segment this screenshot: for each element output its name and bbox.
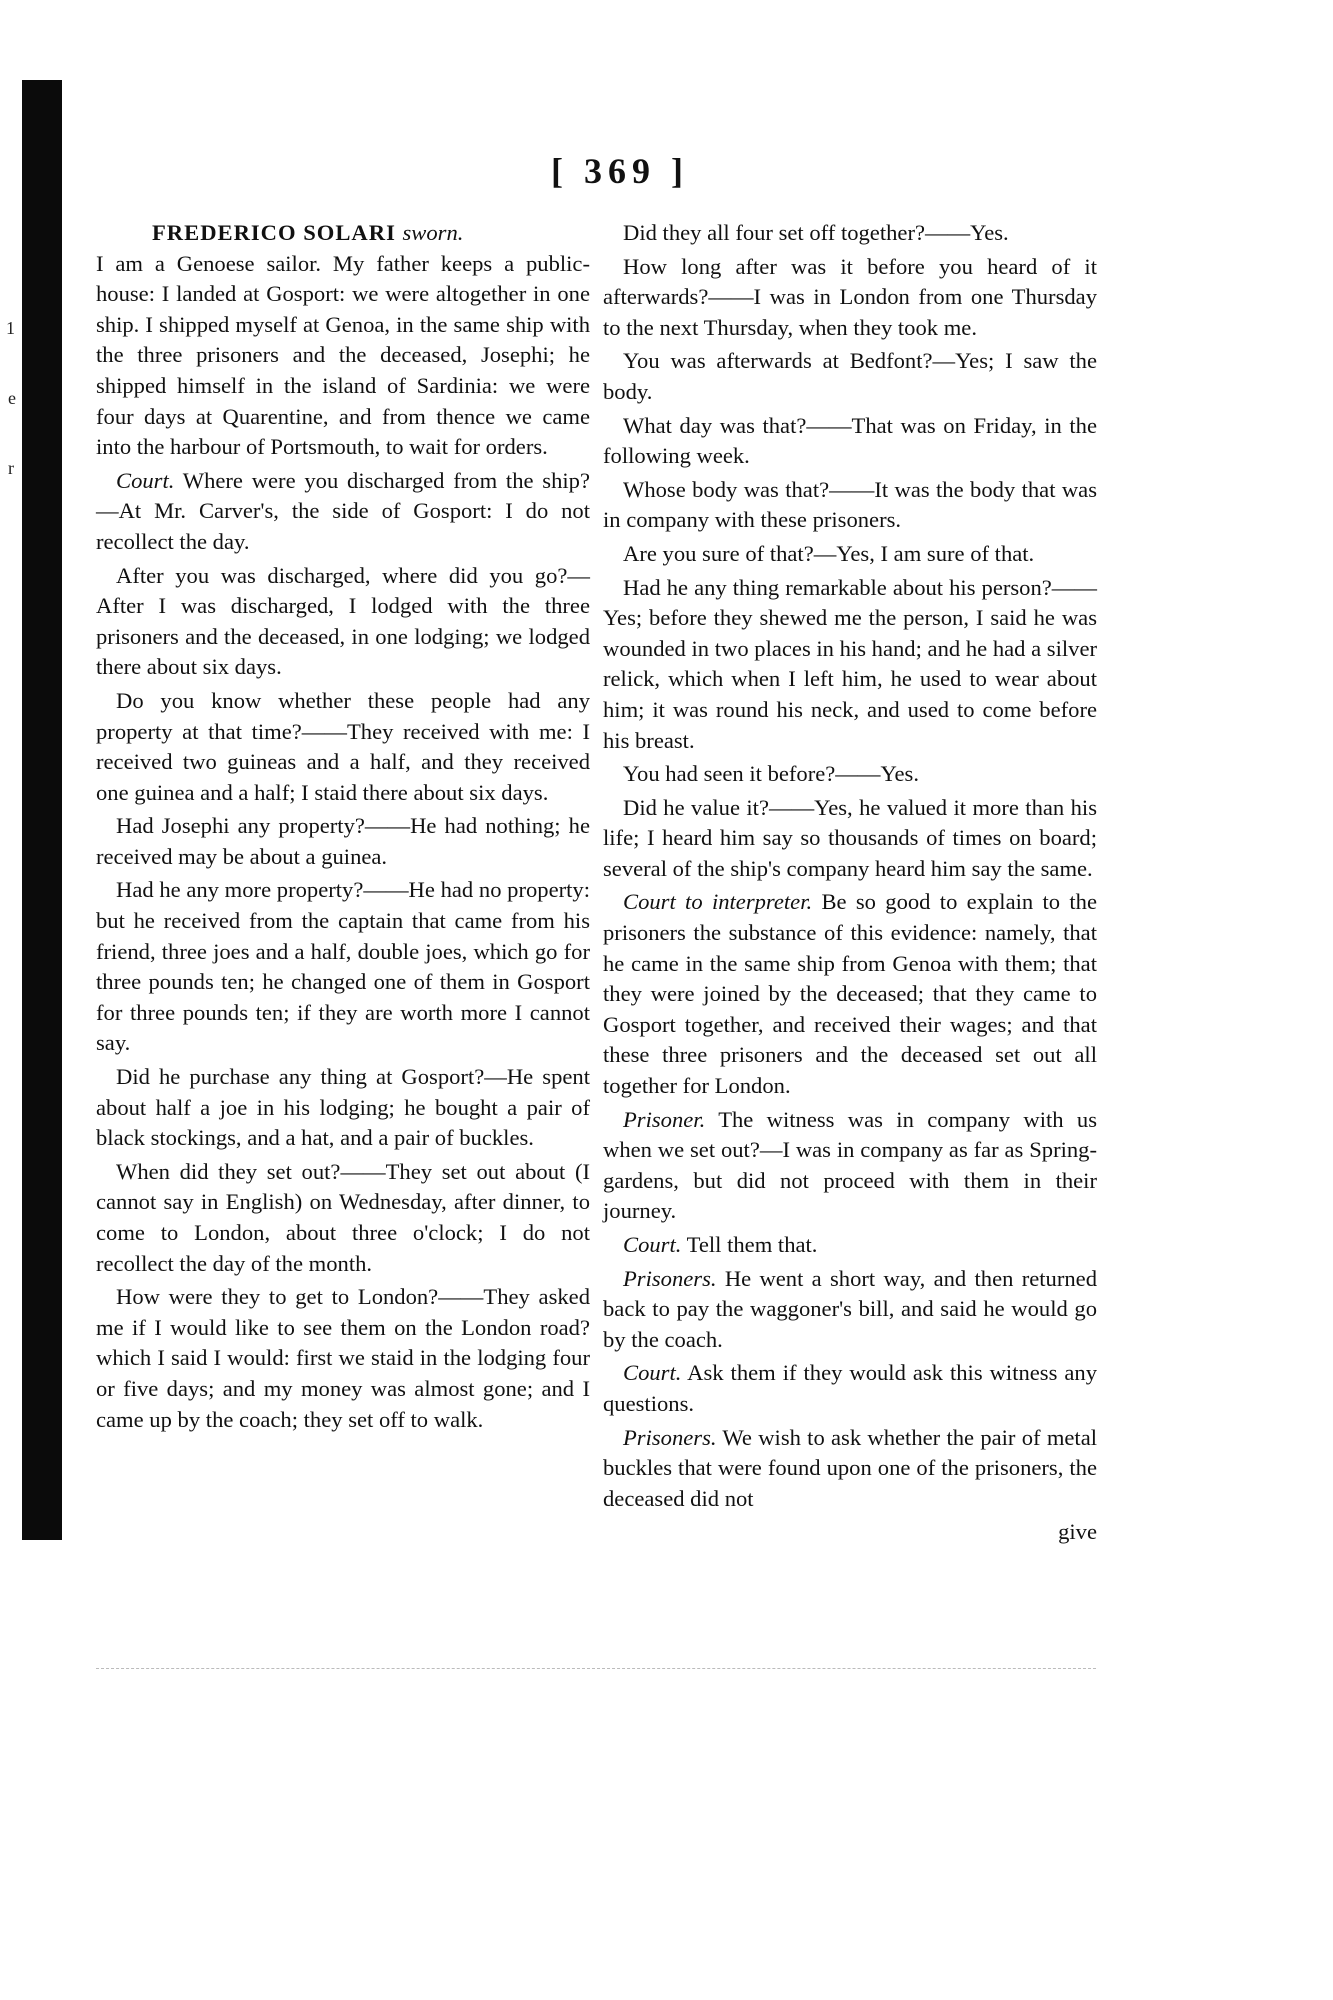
testimony-paragraph: How long after was it before you heard of it afterwards?——I was in London from one Thursday to the next Thursday, when they took me. [603,253,1097,340]
sworn-label: sworn. [402,220,464,245]
edge-mark: e [8,388,16,408]
speaker-label: Prisoners. [623,1265,717,1291]
testimony-paragraph [603,1423,1097,1515]
scan-artifact-rule [96,1668,1096,1669]
testimony-paragraph [96,466,590,558]
speaker-text: Tell them that. [686,1232,818,1257]
speaker-text: Ask them if they would ask this witness any questions. [603,1360,1097,1416]
speaker-text: The witness was in company with us when we set out?—I was in company as far as Spring-gardens, but did not proceed with them in their journey. [603,1106,1097,1224]
testimony-paragraph: When did they set out?——They set out about (I cannot say in English) on Wednesday, after dinner, to come to London, about three o'clock; I do not recollect the day of the month. [96,1158,590,1276]
testimony-paragraph: Did they all four set off together?——Yes. [623,220,1009,245]
testimony-paragraph [603,1358,1097,1419]
page-number: [ 369 ] [551,151,689,191]
testimony-paragraph: Are you sure of that?—Yes, I am sure of that. [623,540,1035,566]
testimony-paragraph: Had he any thing remarkable about his person?——Yes; before they shewed me the person, I said he was wounded in two places in his hand; and he had a silver relick, which when I left him, he used to wear about him; it was round his neck, and used to come before his breast. [603,574,1097,753]
speaker-text: He went a short way, and then returned back to pay the waggoner's bill, and said he would go by the coach. [603,1265,1097,1352]
testimony-paragraph: Had Josephi any property?——He had nothing; he received may be about a guinea. [96,813,590,869]
testimony-paragraph [603,1264,1097,1356]
testimony-paragraph: After you was discharged, where did you go?—After I was discharged, I lodged with the three prisoners and the deceased, in one lodging; we lodged there about six days. [96,562,590,680]
testimony-paragraph [603,1105,1097,1227]
testimony-paragraph: How were they to get to London?——They asked me if I would like to see them on the London road? which I said I would: first we staid in the lodging four or five days; and my money was almost gone; and I came up by the coach; they set off to walk. [96,1284,590,1432]
testimony-paragraph [603,887,1097,1101]
testimony-paragraph: Had he any more property?——He had no property: but he received from the captain that came from his friend, three joes and a half, double joes, which go for three pounds ten; he changed one of them in Gosport for three pounds ten; if they are worth more I cannot say. [96,877,590,1056]
testimony-paragraph: What day was that?——That was on Friday, in the following week. [603,412,1097,469]
speaker-label: Court. [623,1360,682,1386]
speaker-label: Court. [116,467,175,493]
testimony-paragraph [603,1230,1097,1261]
book-spine-shadow [22,80,62,1540]
testimony-paragraph: I am a Genoese sailor. My father keeps a public-house: I landed at Gosport: we were altogether in one ship. I shipped myself at Genoa, in the same ship with the three prisoners and the deceased, Josephi; he shipped himself in the island of Sardinia: we were four days at Quarentine, and from thence we came into the harbour of Portsmouth, to wait for orders. [96,250,590,460]
speaker-text: Where were you discharged from the ship?—At Mr. Carver's, the side of Gosport: I do not recollect the day. [96,467,590,554]
speaker-label: Prisoner. [623,1106,706,1132]
testimony-paragraph: Do you know whether these people had any property at that time?——They received with me: I received two guineas and a half, and they received one guinea and a half; I staid there about six days. [96,687,590,805]
testimony-paragraph: You had seen it before?——Yes. [623,761,920,787]
right-column [603,218,1097,1551]
speaker-label: Prisoners. [623,1424,717,1450]
edge-mark: r [8,458,14,478]
speaker-label: Court to interpreter. [623,889,813,915]
catchword: give [1058,1519,1097,1545]
speaker-text: Be so good to explain to the prisoners the substance of this evidence: namely, that he came in the same ship from Genoa with them; that they were joined by the deceased; that they came to Gosport together, and received their wages; and that these three prisoners and the deceased set out all together for London. [603,889,1097,1099]
witness-name: FREDERICO SOLARI [152,220,396,245]
testimony-paragraph: Did he purchase any thing at Gosport?—He spent about half a joe in his lodging; he bought a pair of black stockings, and a hat, and a pair of buckles. [96,1064,590,1151]
speaker-label: Court. [623,1232,682,1257]
left-column [96,218,590,1438]
testimony-paragraph: Whose body was that?——It was the body that was in company with these prisoners. [603,476,1097,533]
speaker-text: We wish to ask whether the pair of metal buckles that were found upon one of the prisoners, the deceased did not [603,1424,1098,1511]
testimony-paragraph: Did he value it?——Yes, he valued it more than his life; I heard him say so thousands of times on board; several of the ship's company heard him say the same. [603,794,1097,881]
witness-heading [96,218,590,249]
edge-mark: 1 [6,318,15,338]
testimony-paragraph: You was afterwards at Bedfont?—Yes; I saw the body. [603,348,1097,404]
